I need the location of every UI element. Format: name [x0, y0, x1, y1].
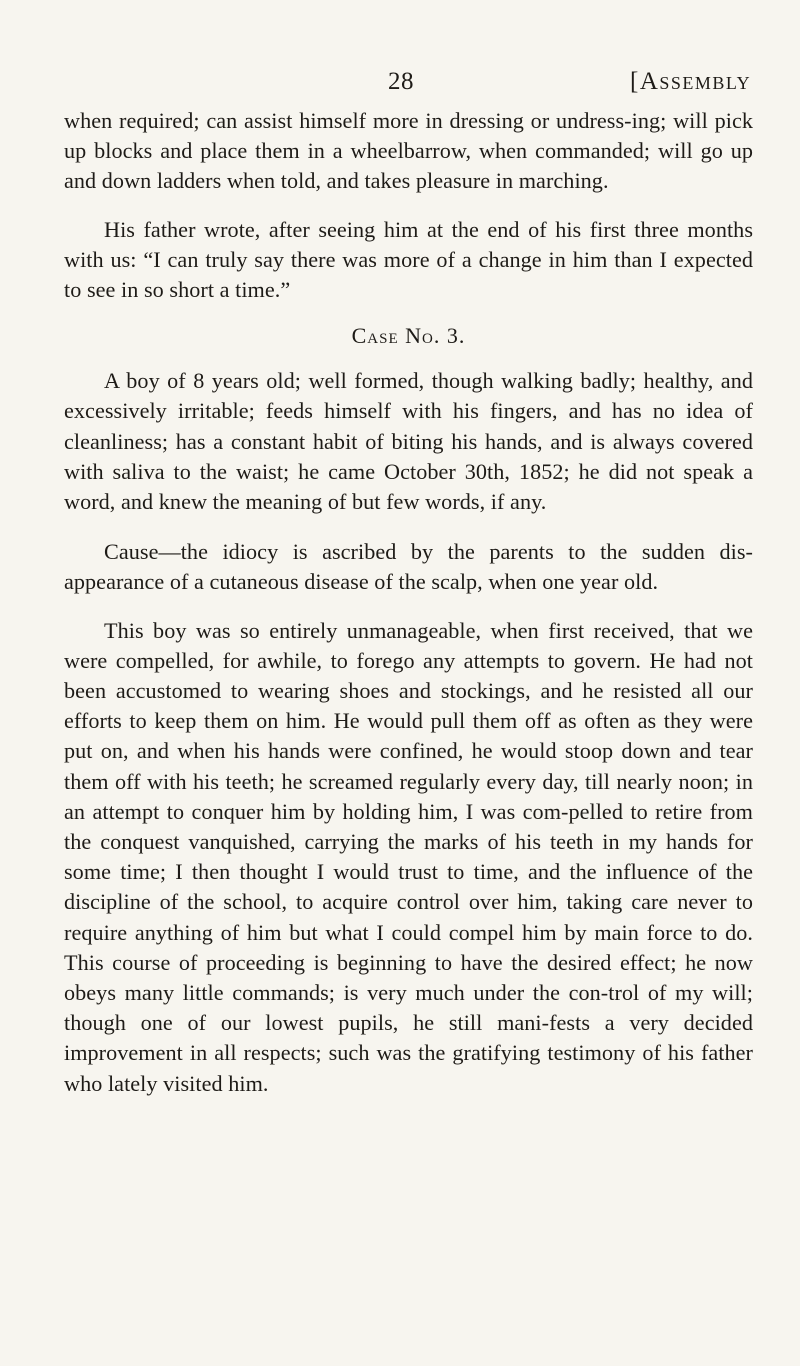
- paragraph-2: His father wrote, after seeing him at the end of his first three months with us: “I can truly say there was more of a change in him than I expected to see in so short a time.”: [64, 216, 753, 303]
- page-number: 28: [388, 68, 414, 95]
- paragraph-1: when required; can assist himself more in dressing or undress-ing; will pick up blocks and place them in a wheelbarrow, when commanded; will go up and down ladders when told, and takes pleasure in marching.: [64, 108, 753, 194]
- paragraph-4: Cause—the idiocy is ascribed by the parents to the sudden dis-appearance of a cutaneous disease of the scalp, when one year old.: [64, 539, 753, 595]
- main-text: [64, 106, 753, 1099]
- paragraph-5: This boy was so entirely unmanageable, when first received, that we were compelled, for awhile, to forego any attempts to govern. He had not been accustomed to wearing shoes and stockings, and he resisted all our efforts to keep them on him. He would pull them off as often as they were put on, and when his hands were confined, he would stoop down and tear them off with his teeth; he screamed regularly every day, till nearly noon; in an attempt to conquer him by holding him, I was com-pelled to retire from the conquest vanquished, carrying the marks of his teeth in my hands for some time; I then thought I would trust to time, and the influence of the discipline of the school, to acquire control over him, taking care never to require anything of him but what I could compel him by main force to do. This course of proceeding is beginning to have the desired effect; he now obeys many little commands; is very much under the con-trol of my will; though one of our lowest pupils, he still mani-fests a very decided improvement in all respects; such was the gratifying testimony of his father who lately visited him.: [64, 617, 753, 1096]
- case-heading: Case No. 3.: [351, 323, 466, 349]
- page-header: [0, 68, 800, 102]
- running-head: [Assembly: [630, 68, 752, 95]
- paragraph-3: A boy of 8 years old; well formed, though walking badly; healthy, and excessively irritable; feeds himself with his fingers, and has no idea of cleanliness; has a constant habit of biting his hands, and is always covered with saliva to the waist; he came October 30th, 1852; he did not speak a word, and knew the meaning of but few words, if any.: [64, 368, 753, 515]
